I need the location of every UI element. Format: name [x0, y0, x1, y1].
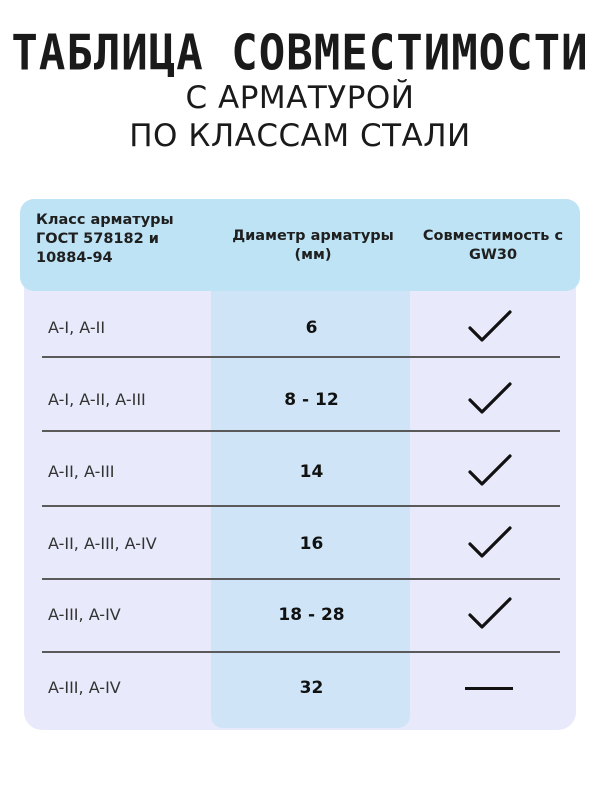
cell-class: A-III, A-IV: [48, 605, 121, 624]
cell-diameter: 14: [299, 462, 324, 482]
table-row: [40, 508, 560, 580]
check-icon: [460, 522, 520, 566]
page-subtitle-line-2: ПО КЛАССАМ СТАЛИ: [129, 118, 471, 154]
header-class: Класс арматуры ГОСТ 578182 и 10884-94: [36, 212, 174, 266]
row-divider: [42, 505, 560, 507]
cell-diameter: 18 - 28: [278, 605, 345, 625]
dash-icon: [465, 687, 513, 690]
cell-diameter: 8 - 12: [284, 390, 339, 410]
cell-class: A-I, A-II: [48, 318, 106, 337]
cell-class: A-III, A-IV: [48, 678, 121, 697]
table-row: [40, 292, 560, 364]
page-title: ТАБЛИЦА СОВМЕСТИМОСТИ: [11, 24, 589, 83]
row-divider: [42, 430, 560, 432]
table-row: [40, 364, 560, 436]
header-compatibility: Совместимость с GW30: [422, 228, 564, 263]
page-subtitle-line-1: С АРМАТУРОЙ: [185, 80, 415, 116]
check-icon: [460, 306, 520, 350]
table-row: [40, 436, 560, 508]
cell-class: A-II, A-III: [48, 462, 115, 481]
check-icon: [460, 450, 520, 494]
cell-class: A-I, A-II, A-III: [48, 390, 146, 409]
check-icon: [460, 593, 520, 637]
cell-diameter: 16: [299, 534, 324, 554]
table-row: [40, 652, 560, 724]
row-divider: [42, 356, 560, 358]
cell-diameter: 32: [299, 678, 324, 698]
cell-diameter: 6: [305, 318, 318, 338]
check-icon: [460, 378, 520, 422]
header-diameter: Диаметр арматуры (мм): [232, 228, 394, 263]
table-row: [40, 579, 560, 651]
cell-class: A-II, A-III, A-IV: [48, 534, 157, 553]
